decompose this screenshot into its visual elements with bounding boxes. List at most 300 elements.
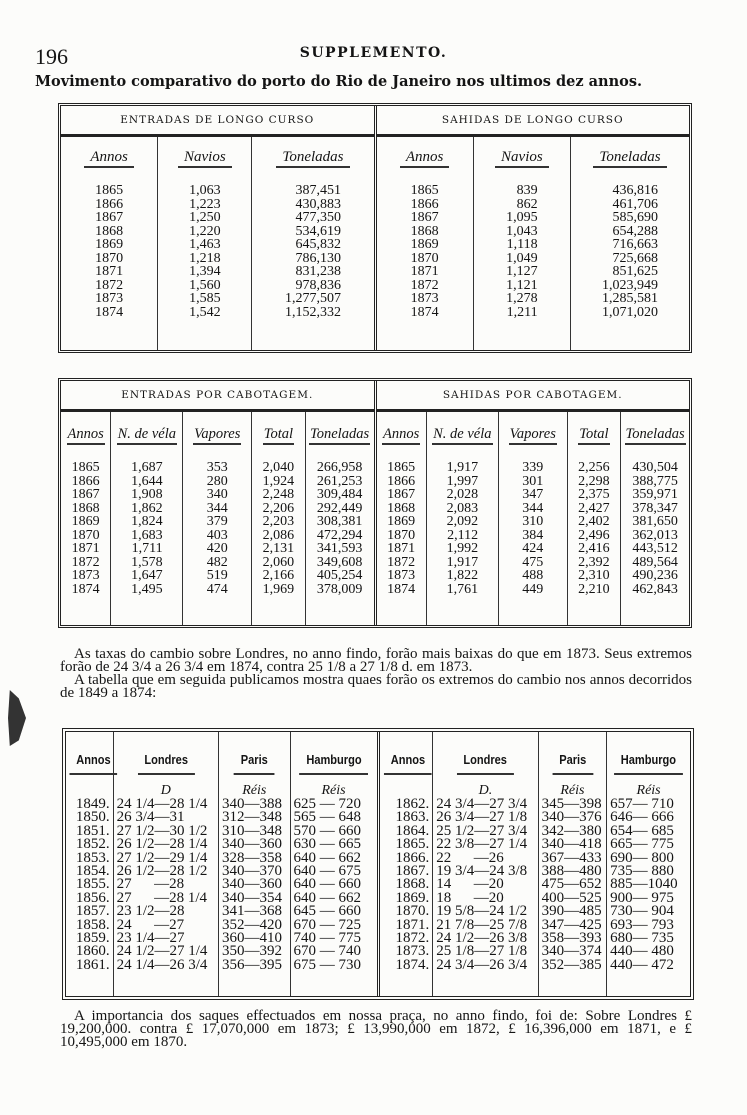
table-cell: 2,028 — [446, 487, 479, 502]
column-toneladas — [251, 137, 373, 350]
table-cell: 716,663 — [612, 237, 658, 252]
column-header-label: N. de véla — [117, 426, 177, 445]
table-cell: 436,816 — [612, 183, 658, 198]
table-cell: 475 — [522, 554, 544, 570]
table-cell: 308,381 — [316, 514, 363, 529]
column-header-label: Toneladas — [625, 426, 686, 445]
table-cell: 1,121 — [506, 277, 538, 293]
table-cell: 2,256 — [578, 460, 610, 475]
table-cell: 1865 — [71, 460, 100, 475]
table-cell: 347 — [522, 487, 544, 502]
paragraph-text: A importancia dos saques effectuados em nossa praça, no anno findo, foi de: Sobre Londres £ 19,200,000. contra £ 17,070,000 em 1873; £ 13,990,000 em 1872, £ 16,396,000 em 1871, e £ 10,495,000 em 1870. — [60, 1008, 692, 1050]
table-cell: 1,992 — [446, 541, 479, 556]
table-cell: 675 — 730 — [293, 956, 362, 973]
table-cell: 1,250 — [189, 210, 221, 225]
table-cell: 1868 — [95, 223, 124, 239]
table-cell: 640 — 675 — [293, 862, 362, 879]
table-cell: 640 — 662 — [293, 849, 362, 866]
table-cell: 1872 — [95, 277, 124, 293]
column-total — [251, 412, 304, 625]
table-cell: 1870. — [395, 903, 430, 920]
table-cell: 1869 — [410, 237, 439, 252]
table-cell: 1,822 — [446, 568, 479, 583]
table-cell: 292,449 — [316, 500, 363, 516]
column-header-label: Hamburgo — [614, 752, 683, 775]
table-cell: 1871 — [410, 264, 439, 279]
cambio-column-paris — [218, 732, 290, 996]
table-cell: 340—370 — [221, 862, 282, 879]
table-cell: 1873 — [95, 291, 124, 306]
table-cell: 2,427 — [578, 500, 610, 516]
table-cell: 2,248 — [262, 487, 295, 502]
column-header — [544, 732, 601, 780]
cambio-column-londres — [432, 732, 537, 996]
table-cell: 1,220 — [189, 223, 221, 239]
column-header — [121, 732, 210, 780]
table-cell: 388—480 — [541, 862, 602, 879]
column-values — [66, 798, 113, 972]
unit-label: Réis — [321, 783, 346, 798]
column-header-label: Paris — [234, 752, 275, 775]
table-cell: 26 3/4—27 1/8 — [436, 809, 528, 826]
table-cell: 786,130 — [295, 250, 341, 266]
table-cell: 22 3/8—27 1/4 — [436, 836, 528, 853]
column-header-label: Total — [263, 426, 294, 445]
column-header-label: Annos — [382, 426, 420, 445]
table-cell: 2,092 — [446, 514, 479, 529]
table-cell: 1,049 — [506, 250, 538, 266]
cambio-column-hamburgo — [606, 732, 690, 996]
column-header-label: Toneladas — [593, 149, 666, 168]
table-cell: 1,578 — [131, 554, 163, 570]
table-cell: 14 —20 — [436, 876, 504, 893]
table-cell: 1,127 — [506, 264, 538, 279]
table-cell: 1873 — [410, 291, 439, 306]
table-cell: 1,862 — [131, 500, 163, 516]
table-cell: 1867 — [410, 210, 439, 225]
table-cell: 400—525 — [541, 889, 602, 906]
cambio-column-paris — [538, 732, 607, 996]
table-cell: 2,112 — [447, 527, 479, 543]
table-cell: 2,375 — [578, 487, 610, 502]
table-cell: 1,997 — [446, 473, 479, 489]
column-vapores — [182, 412, 251, 625]
table-cell: 390—485 — [541, 903, 602, 920]
column-values — [433, 798, 537, 972]
section-title: ENTRADAS DE LONGO CURSO — [61, 106, 374, 137]
column-annos — [61, 412, 110, 625]
table-cell: 1,647 — [131, 568, 163, 583]
saques-paragraph — [60, 1010, 692, 1049]
column-header — [474, 137, 570, 184]
table-cell: 1868 — [410, 223, 439, 239]
table-cell: 1866 — [387, 473, 416, 489]
column-header-label: N. de véla — [432, 426, 492, 445]
table-cell: 2,210 — [578, 581, 610, 597]
table-cell: 1865 — [410, 183, 439, 198]
cabotagem-table — [58, 378, 692, 628]
table-cell: 1,118 — [506, 237, 538, 252]
table-cell: 1861. — [75, 956, 110, 973]
table-cell: 1863. — [395, 809, 430, 826]
table-cell: 352—385 — [541, 956, 602, 973]
column-navios — [157, 137, 251, 350]
table-cell: 19 5/8—24 1/2 — [436, 903, 528, 920]
table-cell: 310 — [522, 514, 544, 529]
table-cell: 328—358 — [221, 849, 282, 866]
column-values — [95, 184, 123, 319]
table-cell: 424 — [522, 541, 544, 556]
table-cell: 475—652 — [541, 876, 602, 893]
unit-label: Réis — [242, 783, 267, 798]
column-header — [306, 412, 374, 461]
table-cell: 1871 — [387, 541, 416, 556]
table-cell: 570 — 660 — [293, 822, 362, 839]
table-cell: 1857. — [75, 903, 110, 920]
cambio-paragraph — [60, 648, 692, 700]
table-cell: 449 — [522, 581, 544, 597]
column-values — [411, 184, 439, 319]
table-cell: 1,394 — [189, 264, 221, 279]
column-header-label: Toneladas — [276, 149, 349, 168]
table-cell: 1,924 — [262, 473, 295, 489]
table-cell: 693— 793 — [610, 916, 674, 933]
table-cell: 1867. — [395, 862, 430, 879]
table-cell: 2,310 — [578, 568, 610, 583]
column-values — [189, 184, 221, 319]
column-header — [297, 732, 370, 780]
table-cell: 443,512 — [632, 541, 678, 556]
table-cell: 565 — 648 — [293, 809, 362, 826]
table-cell: 1874 — [410, 304, 439, 320]
table-cell: 1,560 — [189, 277, 221, 293]
table-cell: 2,416 — [578, 541, 610, 556]
table-cell: 26 1/2—28 1/4 — [116, 836, 208, 853]
column-header — [224, 732, 284, 780]
table-cell: 645,832 — [295, 237, 341, 252]
column-annos — [61, 137, 157, 350]
column-header — [69, 732, 109, 780]
column-header — [571, 137, 689, 184]
column-values — [291, 798, 377, 972]
column-values — [72, 461, 100, 596]
table-cell: 353 — [206, 460, 228, 475]
section-title: ENTRADAS POR CABOTAGEM. — [61, 381, 374, 412]
table-cell: 462,843 — [632, 581, 678, 597]
table-cell: 2,083 — [446, 500, 479, 516]
table-cell: 1868. — [395, 876, 430, 893]
table-cell: 640 — 660 — [293, 876, 362, 893]
column-header-label: Londres — [137, 752, 194, 775]
paragraph-text: A tabella que em seguida publicamos mostra quaes forão os extremos do cambio nos annos decorridos de 1849 a 1874: — [60, 672, 692, 701]
table-cell: 340—374 — [541, 943, 602, 960]
table-cell: 1873. — [395, 943, 430, 960]
table-cell: 1869 — [95, 237, 124, 252]
table-cell: 1874 — [387, 581, 416, 597]
unit-label: Réis — [560, 783, 585, 798]
table-cell: 1,063 — [189, 183, 221, 198]
table-cell: 585,690 — [612, 210, 658, 225]
column-header-label: Vapores — [509, 426, 557, 445]
table-cell: 1865 — [387, 460, 416, 475]
table-cell: 1,761 — [446, 581, 479, 597]
table-cell: 2,206 — [262, 500, 295, 516]
table-cell: 350—392 — [221, 943, 282, 960]
column-total — [567, 412, 620, 625]
column-vela — [426, 412, 498, 625]
table-cell: 1872 — [410, 277, 439, 293]
column-header — [377, 137, 473, 184]
running-head: SUPPLEMENTO. — [299, 45, 448, 61]
table-cell: 420 — [206, 541, 228, 556]
unit-label: Réis — [636, 783, 661, 798]
column-values — [380, 798, 433, 972]
table-cell: 1866 — [71, 473, 100, 489]
column-header-label: Annos — [67, 426, 105, 445]
table-cell: 690— 800 — [610, 849, 674, 866]
table-cell: 670 — 740 — [293, 943, 362, 960]
table-cell: 1,585 — [189, 291, 221, 306]
table-cell: 1,218 — [189, 250, 221, 266]
table-cell: 1850. — [75, 809, 110, 826]
table-cell: 482 — [206, 554, 228, 570]
table-cell: 341—368 — [221, 903, 282, 920]
table-cell: 342—380 — [541, 822, 602, 839]
table-cell: 440— 472 — [610, 956, 674, 973]
column-values — [219, 798, 290, 972]
table-cell: 341,593 — [316, 541, 363, 556]
column-annos — [377, 412, 426, 625]
entradas-cabotagem — [61, 381, 374, 625]
table-cell: 378,009 — [316, 581, 363, 597]
table-cell: 2,086 — [262, 527, 295, 543]
table-cell: 358—393 — [541, 929, 602, 946]
table-cell: 900— 975 — [610, 889, 674, 906]
table-cell: 670 — 725 — [293, 916, 362, 933]
table-cell: 388,775 — [632, 473, 678, 489]
table-cell: 378,347 — [632, 500, 678, 516]
table-cell: 301 — [522, 473, 544, 489]
column-navios — [473, 137, 570, 350]
table-cell: 340—360 — [221, 836, 282, 853]
column-header — [252, 412, 304, 461]
table-cell: 352—420 — [221, 916, 282, 933]
table-cell: 261,253 — [316, 473, 363, 489]
table-cell: 2,496 — [578, 527, 610, 543]
column-header-label: Paris — [552, 752, 593, 775]
table-cell: 1,043 — [506, 223, 538, 239]
table-cell: 2,392 — [578, 554, 610, 570]
column-values — [114, 798, 218, 972]
column-header — [613, 732, 683, 780]
table-cell: 1856. — [75, 889, 110, 906]
column-header-label: Annos — [84, 149, 134, 168]
column-vapores — [498, 412, 567, 625]
table-cell: 1,917 — [446, 554, 479, 570]
cambio-column-londres — [113, 732, 218, 996]
table-cell: 362,013 — [632, 527, 678, 543]
table-cell: 1854. — [75, 862, 110, 879]
table-cell: 1873 — [387, 568, 416, 583]
column-header-label: Total — [578, 426, 609, 445]
table-cell: 403 — [206, 527, 228, 543]
column-header — [61, 137, 157, 184]
table-cell: 862 — [516, 196, 538, 212]
column-values — [131, 461, 163, 596]
table-cell: 640 — 662 — [293, 889, 362, 906]
table-cell: 1872 — [71, 554, 100, 570]
column-values — [522, 461, 543, 596]
table-cell: 18 —20 — [436, 889, 504, 906]
table-cell: 1,095 — [506, 210, 538, 225]
table-cell: 1868 — [71, 500, 100, 516]
table-cell: 2,402 — [578, 514, 610, 529]
table-cell: 24 1/2—26 3/8 — [436, 929, 528, 946]
table-cell: 1860. — [75, 943, 110, 960]
table-cell: 360—410 — [221, 929, 282, 946]
table-cell: 680— 735 — [610, 929, 674, 946]
table-cell: 1869. — [395, 889, 430, 906]
table-cell: 1870 — [71, 527, 100, 543]
table-cell: 735— 880 — [610, 862, 674, 879]
table-cell: 1,071,020 — [601, 304, 658, 320]
sahidas-longo-curso — [374, 106, 690, 350]
table-cell: 646— 666 — [610, 809, 674, 826]
table-cell: 19 3/4—24 3/8 — [436, 862, 528, 879]
table-cell: 367—433 — [541, 849, 602, 866]
table-cell: 1870 — [410, 250, 439, 266]
table-cell: 1849. — [75, 796, 110, 812]
table-cell: 1870 — [387, 527, 416, 543]
longo-curso-table — [58, 103, 692, 353]
table-cell: 1866 — [95, 196, 124, 212]
table-cell: 344 — [522, 500, 544, 516]
table-cell: 1869 — [71, 514, 100, 529]
table-cell: 1,542 — [189, 304, 221, 320]
column-values — [602, 184, 658, 319]
table-cell: 340 — [206, 487, 228, 502]
table-cell: 344 — [206, 500, 228, 516]
table-cell: 24 —27 — [116, 916, 185, 933]
table-cell: 27 —28 — [116, 876, 185, 893]
table-cell: 310—348 — [221, 822, 282, 839]
table-cell: 1,908 — [131, 487, 163, 502]
column-header — [252, 137, 373, 184]
column-header — [621, 412, 689, 461]
page-number: 196 — [35, 44, 68, 69]
cambio-right — [377, 732, 691, 996]
entradas-longo-curso — [61, 106, 374, 350]
table-cell: 1873 — [71, 568, 100, 583]
table-cell: 1867 — [387, 487, 416, 502]
column-header-label: Navios — [495, 149, 549, 168]
table-cell: 1862. — [395, 796, 430, 812]
table-cell: 384 — [522, 527, 544, 543]
table-cell: 1871 — [95, 264, 124, 279]
section-title: SAHIDAS POR CABOTAGEM. — [377, 381, 690, 412]
table-cell: 345—398 — [541, 796, 602, 812]
table-cell: 340—388 — [221, 796, 282, 812]
table-cell: 359,971 — [632, 487, 678, 502]
table-cell: 1866. — [395, 849, 430, 866]
table-cell: 654— 685 — [610, 822, 674, 839]
section-title: SAHIDAS DE LONGO CURSO — [377, 106, 690, 137]
table-cell: 978,836 — [295, 277, 341, 293]
table-cell: 1858. — [75, 916, 110, 933]
table-cell: 1851. — [75, 822, 110, 839]
document-title: Movimento comparativo do porto do Rio de Janeiro nos ultimos dez annos. — [35, 73, 643, 90]
table-cell: 1,824 — [131, 514, 163, 529]
column-header-label: Hamburgo — [299, 752, 368, 775]
table-cell: 1,463 — [189, 237, 221, 252]
column-header-label: Vapores — [193, 426, 241, 445]
column-header — [183, 412, 251, 461]
table-cell: 27 1/2—29 1/4 — [116, 849, 208, 866]
table-cell: 2,060 — [262, 554, 295, 570]
table-cell: 340—360 — [221, 876, 282, 893]
table-cell: 740 — 775 — [293, 929, 362, 946]
table-cell: 1871 — [71, 541, 100, 556]
table-cell: 831,238 — [295, 264, 341, 279]
column-header-label: Annos — [400, 149, 450, 168]
table-cell: 1871. — [395, 916, 430, 933]
table-cell: 1,917 — [446, 460, 479, 475]
table-cell: 2,166 — [262, 568, 295, 583]
table-cell: 474 — [206, 581, 228, 597]
column-header — [568, 412, 620, 461]
table-cell: 340—418 — [541, 836, 602, 853]
table-cell: 24 1/4—26 3/4 — [116, 956, 208, 973]
table-cell: 1874 — [95, 304, 124, 320]
table-cell: 839 — [516, 183, 538, 198]
column-header — [499, 412, 567, 461]
column-annos — [377, 137, 473, 350]
column-header — [441, 732, 530, 780]
table-cell: 440— 480 — [610, 943, 674, 960]
table-cell: 519 — [206, 568, 228, 583]
column-header — [61, 412, 110, 461]
table-cell: 1,023,949 — [601, 277, 658, 293]
unit-label: D. — [478, 783, 493, 798]
table-cell: 340—354 — [221, 889, 282, 906]
table-cell: 26 1/2—28 1/2 — [116, 862, 208, 879]
cambio-left — [66, 732, 377, 996]
table-cell: 405,254 — [316, 568, 363, 583]
table-cell: 25 1/8—27 1/8 — [436, 943, 528, 960]
table-cell: 1865. — [395, 836, 430, 853]
table-cell: 339 — [522, 460, 544, 475]
table-cell: 2,040 — [262, 460, 295, 475]
column-values — [285, 184, 341, 319]
cambio-column-hamburgo — [290, 732, 377, 996]
table-cell: 1859. — [75, 929, 110, 946]
table-cell: 461,706 — [612, 196, 658, 212]
column-header — [383, 732, 428, 780]
table-cell: 657— 710 — [610, 796, 674, 812]
column-header-label: Annos — [383, 752, 431, 775]
table-cell: 2,203 — [262, 514, 295, 529]
table-cell: 1852. — [75, 836, 110, 853]
table-cell: 347—425 — [541, 916, 602, 933]
column-values — [447, 461, 479, 596]
column-header-label: Toneladas — [309, 426, 370, 445]
table-cell: 1867 — [71, 487, 100, 502]
table-cell: 1872 — [387, 554, 416, 570]
table-cell: 309,484 — [316, 487, 363, 502]
table-cell: 1869 — [387, 514, 416, 529]
column-values — [387, 461, 415, 596]
table-cell: 1,687 — [131, 460, 163, 475]
